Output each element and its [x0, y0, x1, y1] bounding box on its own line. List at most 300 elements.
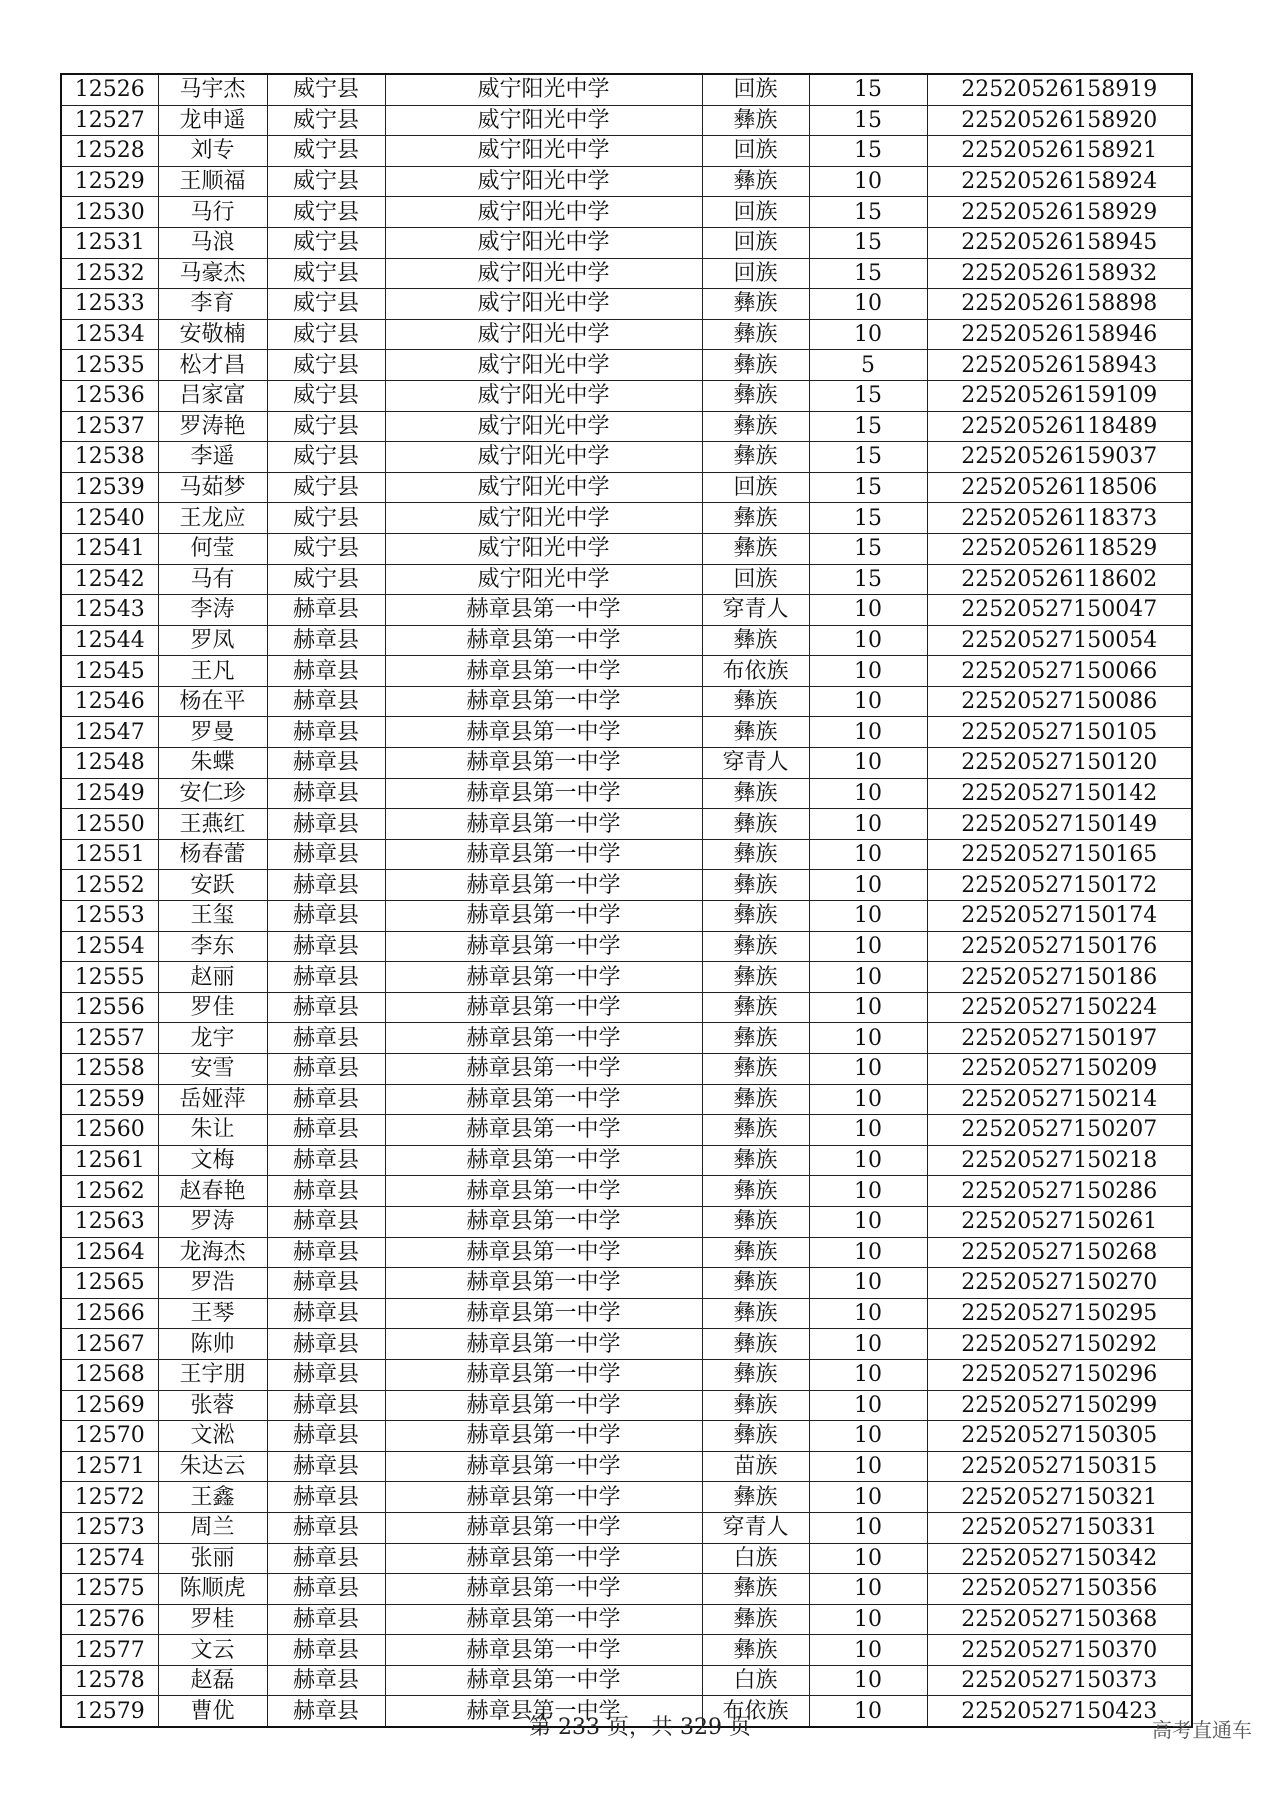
- cell-student-name: 安雪: [158, 1054, 267, 1085]
- cell-exam-id: 22520527150299: [927, 1390, 1192, 1421]
- table-row: [61, 839, 1192, 870]
- cell-ethnicity: 穿青人: [702, 595, 809, 626]
- cell-student-name: 陈帅: [158, 1329, 267, 1360]
- cell-bonus-points: 10: [809, 686, 927, 717]
- cell-school: 威宁阳光中学: [385, 442, 702, 473]
- cell-ethnicity: 彝族: [702, 870, 809, 901]
- cell-student-name: 王鑫: [158, 1482, 267, 1513]
- cell-row-number: 12533: [61, 289, 158, 320]
- cell-ethnicity: 彝族: [702, 1298, 809, 1329]
- cell-bonus-points: 10: [809, 166, 927, 197]
- cell-county: 赫章县: [267, 1604, 385, 1635]
- cell-ethnicity: 彝族: [702, 1115, 809, 1146]
- cell-exam-id: 22520527150214: [927, 1084, 1192, 1115]
- cell-row-number: 12529: [61, 166, 158, 197]
- cell-student-name: 罗曼: [158, 717, 267, 748]
- cell-row-number: 12567: [61, 1329, 158, 1360]
- cell-exam-id: 22520527150296: [927, 1359, 1192, 1390]
- cell-ethnicity: 彝族: [702, 1206, 809, 1237]
- cell-school: 赫章县第一中学: [385, 1115, 702, 1146]
- cell-student-name: 文云: [158, 1635, 267, 1666]
- cell-county: 赫章县: [267, 1635, 385, 1666]
- table-row: [61, 1084, 1192, 1115]
- cell-row-number: 12527: [61, 105, 158, 136]
- cell-bonus-points: 15: [809, 411, 927, 442]
- cell-county: 赫章县: [267, 1696, 385, 1727]
- cell-county: 赫章县: [267, 1145, 385, 1176]
- cell-county: 威宁县: [267, 289, 385, 320]
- cell-row-number: 12542: [61, 564, 158, 595]
- page-number: 第 233 页，共 329 页: [529, 1715, 751, 1740]
- table-row: [61, 105, 1192, 136]
- table-row: [61, 992, 1192, 1023]
- cell-row-number: 12532: [61, 258, 158, 289]
- cell-bonus-points: 15: [809, 564, 927, 595]
- cell-exam-id: 22520527150292: [927, 1329, 1192, 1360]
- table-row: [61, 1421, 1192, 1452]
- cell-exam-id: 22520526158920: [927, 105, 1192, 136]
- cell-row-number: 12544: [61, 625, 158, 656]
- cell-row-number: 12543: [61, 595, 158, 626]
- cell-school: 赫章县第一中学: [385, 1237, 702, 1268]
- table-row: [61, 1176, 1192, 1207]
- table-row: [61, 472, 1192, 503]
- cell-school: 赫章县第一中学: [385, 1482, 702, 1513]
- table-row: [61, 1512, 1192, 1543]
- cell-school: 威宁阳光中学: [385, 227, 702, 258]
- cell-student-name: 刘专: [158, 136, 267, 167]
- cell-exam-id: 22520527150086: [927, 686, 1192, 717]
- cell-student-name: 龙宇: [158, 1023, 267, 1054]
- cell-row-number: 12541: [61, 533, 158, 564]
- cell-county: 赫章县: [267, 686, 385, 717]
- cell-bonus-points: 10: [809, 1145, 927, 1176]
- cell-exam-id: 22520527150315: [927, 1451, 1192, 1482]
- cell-school: 赫章县第一中学: [385, 1145, 702, 1176]
- cell-bonus-points: 15: [809, 227, 927, 258]
- cell-school: 威宁阳光中学: [385, 503, 702, 534]
- cell-bonus-points: 10: [809, 1206, 927, 1237]
- cell-county: 赫章县: [267, 870, 385, 901]
- cell-student-name: 朱让: [158, 1115, 267, 1146]
- cell-ethnicity: 彝族: [702, 166, 809, 197]
- cell-student-name: 李东: [158, 931, 267, 962]
- cell-county: 赫章县: [267, 931, 385, 962]
- cell-bonus-points: 10: [809, 1054, 927, 1085]
- cell-school: 赫章县第一中学: [385, 1604, 702, 1635]
- cell-ethnicity: 回族: [702, 136, 809, 167]
- cell-exam-id: 22520527150368: [927, 1604, 1192, 1635]
- cell-row-number: 12560: [61, 1115, 158, 1146]
- cell-ethnicity: 彝族: [702, 411, 809, 442]
- cell-school: 赫章县第一中学: [385, 901, 702, 932]
- cell-row-number: 12574: [61, 1543, 158, 1574]
- cell-ethnicity: 彝族: [702, 1176, 809, 1207]
- cell-ethnicity: 回族: [702, 227, 809, 258]
- cell-exam-id: 22520527150176: [927, 931, 1192, 962]
- cell-bonus-points: 10: [809, 1237, 927, 1268]
- cell-row-number: 12552: [61, 870, 158, 901]
- cell-county: 威宁县: [267, 258, 385, 289]
- table-row: [61, 1482, 1192, 1513]
- cell-school: 赫章县第一中学: [385, 1359, 702, 1390]
- cell-bonus-points: 10: [809, 992, 927, 1023]
- cell-school: 赫章县第一中学: [385, 1054, 702, 1085]
- cell-ethnicity: 彝族: [702, 533, 809, 564]
- cell-row-number: 12553: [61, 901, 158, 932]
- cell-bonus-points: 10: [809, 1604, 927, 1635]
- cell-exam-id: 22520526158919: [927, 74, 1192, 105]
- cell-exam-id: 22520527150066: [927, 656, 1192, 687]
- cell-row-number: 12551: [61, 839, 158, 870]
- cell-student-name: 王凡: [158, 656, 267, 687]
- cell-row-number: 12576: [61, 1604, 158, 1635]
- cell-row-number: 12526: [61, 74, 158, 105]
- cell-ethnicity: 彝族: [702, 901, 809, 932]
- cell-bonus-points: 10: [809, 1451, 927, 1482]
- cell-ethnicity: 彝族: [702, 1390, 809, 1421]
- cell-bonus-points: 10: [809, 1512, 927, 1543]
- cell-exam-id: 22520527150268: [927, 1237, 1192, 1268]
- cell-bonus-points: 10: [809, 1115, 927, 1146]
- cell-bonus-points: 15: [809, 74, 927, 105]
- cell-county: 赫章县: [267, 717, 385, 748]
- table-row: [61, 136, 1192, 167]
- cell-exam-id: 22520526158921: [927, 136, 1192, 167]
- cell-student-name: 王琴: [158, 1298, 267, 1329]
- cell-exam-id: 22520527150370: [927, 1635, 1192, 1666]
- cell-school: 威宁阳光中学: [385, 74, 702, 105]
- cell-row-number: 12558: [61, 1054, 158, 1085]
- cell-county: 赫章县: [267, 809, 385, 840]
- table-row: [61, 1543, 1192, 1574]
- table-row: [61, 625, 1192, 656]
- cell-bonus-points: 10: [809, 1665, 927, 1696]
- cell-bonus-points: 15: [809, 380, 927, 411]
- cell-school: 威宁阳光中学: [385, 350, 702, 381]
- cell-school: 赫章县第一中学: [385, 625, 702, 656]
- cell-county: 赫章县: [267, 1268, 385, 1299]
- cell-row-number: 12540: [61, 503, 158, 534]
- table-row: [61, 1574, 1192, 1605]
- cell-student-name: 王玺: [158, 901, 267, 932]
- cell-school: 威宁阳光中学: [385, 136, 702, 167]
- cell-student-name: 朱达云: [158, 1451, 267, 1482]
- table-row: [61, 289, 1192, 320]
- cell-ethnicity: 彝族: [702, 442, 809, 473]
- cell-bonus-points: 10: [809, 625, 927, 656]
- cell-row-number: 12547: [61, 717, 158, 748]
- table-row: [61, 197, 1192, 228]
- cell-ethnicity: 彝族: [702, 1023, 809, 1054]
- cell-row-number: 12538: [61, 442, 158, 473]
- cell-school: 赫章县第一中学: [385, 778, 702, 809]
- cell-row-number: 12562: [61, 1176, 158, 1207]
- table-row: [61, 503, 1192, 534]
- cell-school: 赫章县第一中学: [385, 1574, 702, 1605]
- cell-exam-id: 22520526118489: [927, 411, 1192, 442]
- cell-bonus-points: 10: [809, 1421, 927, 1452]
- cell-bonus-points: 10: [809, 1574, 927, 1605]
- cell-school: 赫章县第一中学: [385, 962, 702, 993]
- cell-exam-id: 22520527150342: [927, 1543, 1192, 1574]
- cell-county: 赫章县: [267, 1543, 385, 1574]
- cell-student-name: 赵磊: [158, 1665, 267, 1696]
- cell-exam-id: 22520527150120: [927, 748, 1192, 779]
- table-row: [61, 870, 1192, 901]
- cell-county: 威宁县: [267, 197, 385, 228]
- cell-school: 威宁阳光中学: [385, 197, 702, 228]
- cell-county: 赫章县: [267, 1176, 385, 1207]
- cell-bonus-points: 10: [809, 595, 927, 626]
- cell-school: 赫章县第一中学: [385, 1390, 702, 1421]
- cell-school: 赫章县第一中学: [385, 1665, 702, 1696]
- cell-bonus-points: 10: [809, 319, 927, 350]
- cell-student-name: 马行: [158, 197, 267, 228]
- cell-school: 赫章县第一中学: [385, 717, 702, 748]
- table-row: [61, 595, 1192, 626]
- cell-exam-id: 22520527150356: [927, 1574, 1192, 1605]
- cell-ethnicity: 回族: [702, 74, 809, 105]
- cell-student-name: 赵丽: [158, 962, 267, 993]
- cell-row-number: 12550: [61, 809, 158, 840]
- cell-ethnicity: 彝族: [702, 1054, 809, 1085]
- cell-student-name: 罗桂: [158, 1604, 267, 1635]
- cell-county: 赫章县: [267, 778, 385, 809]
- cell-school: 赫章县第一中学: [385, 839, 702, 870]
- cell-row-number: 12570: [61, 1421, 158, 1452]
- cell-school: 赫章县第一中学: [385, 1543, 702, 1574]
- table-row: [61, 962, 1192, 993]
- table-row: [61, 411, 1192, 442]
- cell-ethnicity: 彝族: [702, 1359, 809, 1390]
- cell-county: 赫章县: [267, 595, 385, 626]
- cell-county: 赫章县: [267, 1298, 385, 1329]
- cell-county: 威宁县: [267, 503, 385, 534]
- cell-exam-id: 22520527150172: [927, 870, 1192, 901]
- cell-bonus-points: 10: [809, 1390, 927, 1421]
- cell-exam-id: 22520526158943: [927, 350, 1192, 381]
- cell-row-number: 12579: [61, 1696, 158, 1727]
- table-row: [61, 656, 1192, 687]
- cell-bonus-points: 10: [809, 1084, 927, 1115]
- cell-bonus-points: 10: [809, 839, 927, 870]
- cell-exam-id: 22520526158929: [927, 197, 1192, 228]
- table-row: [61, 1359, 1192, 1390]
- table-row: [61, 1329, 1192, 1360]
- cell-student-name: 罗涛艳: [158, 411, 267, 442]
- cell-exam-id: 22520526158945: [927, 227, 1192, 258]
- cell-row-number: 12557: [61, 1023, 158, 1054]
- cell-row-number: 12545: [61, 656, 158, 687]
- cell-county: 赫章县: [267, 1237, 385, 1268]
- cell-school: 威宁阳光中学: [385, 166, 702, 197]
- cell-row-number: 12575: [61, 1574, 158, 1605]
- table-row: [61, 748, 1192, 779]
- cell-school: 赫章县第一中学: [385, 931, 702, 962]
- cell-row-number: 12531: [61, 227, 158, 258]
- cell-exam-id: 22520527150286: [927, 1176, 1192, 1207]
- roster-table-wrapper: [60, 73, 1191, 1728]
- cell-exam-id: 22520527150270: [927, 1268, 1192, 1299]
- cell-ethnicity: 苗族: [702, 1451, 809, 1482]
- cell-county: 威宁县: [267, 533, 385, 564]
- cell-exam-id: 22520527150186: [927, 962, 1192, 993]
- cell-student-name: 赵春艳: [158, 1176, 267, 1207]
- table-row: [61, 809, 1192, 840]
- cell-school: 赫章县第一中学: [385, 1084, 702, 1115]
- table-row: [61, 166, 1192, 197]
- cell-county: 威宁县: [267, 350, 385, 381]
- cell-student-name: 陈顺虎: [158, 1574, 267, 1605]
- cell-ethnicity: 布依族: [702, 1696, 809, 1727]
- cell-row-number: 12539: [61, 472, 158, 503]
- cell-bonus-points: 15: [809, 197, 927, 228]
- cell-student-name: 龙申遥: [158, 105, 267, 136]
- cell-county: 威宁县: [267, 166, 385, 197]
- cell-exam-id: 22520527150373: [927, 1665, 1192, 1696]
- cell-student-name: 马茹梦: [158, 472, 267, 503]
- cell-student-name: 朱蝶: [158, 748, 267, 779]
- cell-exam-id: 22520527150423: [927, 1696, 1192, 1727]
- table-row: [61, 258, 1192, 289]
- table-row: [61, 1237, 1192, 1268]
- cell-row-number: 12563: [61, 1206, 158, 1237]
- cell-school: 威宁阳光中学: [385, 258, 702, 289]
- table-row: [61, 227, 1192, 258]
- cell-county: 威宁县: [267, 227, 385, 258]
- cell-row-number: 12535: [61, 350, 158, 381]
- cell-student-name: 张丽: [158, 1543, 267, 1574]
- cell-row-number: 12534: [61, 319, 158, 350]
- cell-ethnicity: 彝族: [702, 625, 809, 656]
- cell-exam-id: 22520527150224: [927, 992, 1192, 1023]
- cell-bonus-points: 15: [809, 442, 927, 473]
- cell-bonus-points: 10: [809, 1543, 927, 1574]
- cell-row-number: 12548: [61, 748, 158, 779]
- table-row: [61, 1390, 1192, 1421]
- cell-bonus-points: 10: [809, 717, 927, 748]
- table-row: [61, 564, 1192, 595]
- cell-exam-id: 22520527150209: [927, 1054, 1192, 1085]
- cell-row-number: 12568: [61, 1359, 158, 1390]
- cell-ethnicity: 彝族: [702, 319, 809, 350]
- cell-bonus-points: 10: [809, 748, 927, 779]
- cell-ethnicity: 彝族: [702, 1604, 809, 1635]
- cell-school: 赫章县第一中学: [385, 1329, 702, 1360]
- cell-school: 威宁阳光中学: [385, 380, 702, 411]
- cell-student-name: 马有: [158, 564, 267, 595]
- cell-bonus-points: 10: [809, 1359, 927, 1390]
- table-row: [61, 442, 1192, 473]
- cell-county: 威宁县: [267, 442, 385, 473]
- cell-county: 赫章县: [267, 839, 385, 870]
- table-row: [61, 1115, 1192, 1146]
- cell-student-name: 王龙应: [158, 503, 267, 534]
- cell-student-name: 马豪杰: [158, 258, 267, 289]
- table-row: [61, 1268, 1192, 1299]
- cell-bonus-points: 5: [809, 350, 927, 381]
- cell-bonus-points: 10: [809, 1268, 927, 1299]
- cell-county: 威宁县: [267, 105, 385, 136]
- cell-county: 威宁县: [267, 564, 385, 595]
- cell-bonus-points: 10: [809, 931, 927, 962]
- cell-ethnicity: 彝族: [702, 1635, 809, 1666]
- table-row: [61, 1054, 1192, 1085]
- cell-student-name: 马浪: [158, 227, 267, 258]
- cell-ethnicity: 彝族: [702, 350, 809, 381]
- cell-ethnicity: 彝族: [702, 962, 809, 993]
- cell-school: 威宁阳光中学: [385, 533, 702, 564]
- roster-table-body: [61, 74, 1192, 1727]
- cell-student-name: 李涛: [158, 595, 267, 626]
- cell-county: 赫章县: [267, 656, 385, 687]
- cell-ethnicity: 彝族: [702, 717, 809, 748]
- cell-ethnicity: 彝族: [702, 686, 809, 717]
- cell-row-number: 12530: [61, 197, 158, 228]
- table-row: [61, 319, 1192, 350]
- cell-county: 赫章县: [267, 1421, 385, 1452]
- table-row: [61, 931, 1192, 962]
- cell-county: 赫章县: [267, 992, 385, 1023]
- cell-school: 赫章县第一中学: [385, 1268, 702, 1299]
- cell-row-number: 12578: [61, 1665, 158, 1696]
- cell-row-number: 12528: [61, 136, 158, 167]
- cell-school: 威宁阳光中学: [385, 564, 702, 595]
- cell-ethnicity: 彝族: [702, 503, 809, 534]
- cell-ethnicity: 彝族: [702, 1084, 809, 1115]
- cell-school: 赫章县第一中学: [385, 1176, 702, 1207]
- cell-county: 赫章县: [267, 1359, 385, 1390]
- cell-ethnicity: 彝族: [702, 380, 809, 411]
- cell-exam-id: 22520527150295: [927, 1298, 1192, 1329]
- cell-student-name: 王燕红: [158, 809, 267, 840]
- roster-table: [60, 73, 1193, 1728]
- cell-row-number: 12536: [61, 380, 158, 411]
- cell-row-number: 12564: [61, 1237, 158, 1268]
- cell-ethnicity: 回族: [702, 472, 809, 503]
- cell-bonus-points: 15: [809, 533, 927, 564]
- cell-bonus-points: 10: [809, 1696, 927, 1727]
- cell-student-name: 安仁珍: [158, 778, 267, 809]
- cell-exam-id: 22520527150149: [927, 809, 1192, 840]
- cell-bonus-points: 10: [809, 901, 927, 932]
- table-row: [61, 1665, 1192, 1696]
- cell-ethnicity: 彝族: [702, 778, 809, 809]
- cell-county: 赫章县: [267, 625, 385, 656]
- cell-exam-id: 22520526158924: [927, 166, 1192, 197]
- cell-exam-id: 22520526118602: [927, 564, 1192, 595]
- cell-ethnicity: 回族: [702, 258, 809, 289]
- cell-ethnicity: 彝族: [702, 1145, 809, 1176]
- cell-ethnicity: 彝族: [702, 1574, 809, 1605]
- cell-student-name: 周兰: [158, 1512, 267, 1543]
- cell-student-name: 张蓉: [158, 1390, 267, 1421]
- cell-bonus-points: 15: [809, 136, 927, 167]
- cell-county: 赫章县: [267, 1390, 385, 1421]
- cell-bonus-points: 10: [809, 656, 927, 687]
- cell-school: 赫章县第一中学: [385, 656, 702, 687]
- cell-county: 赫章县: [267, 962, 385, 993]
- cell-school: 赫章县第一中学: [385, 1696, 702, 1727]
- cell-ethnicity: 彝族: [702, 931, 809, 962]
- cell-exam-id: 22520527150105: [927, 717, 1192, 748]
- cell-bonus-points: 10: [809, 962, 927, 993]
- cell-row-number: 12573: [61, 1512, 158, 1543]
- cell-bonus-points: 10: [809, 1298, 927, 1329]
- cell-ethnicity: 彝族: [702, 105, 809, 136]
- cell-ethnicity: 彝族: [702, 1482, 809, 1513]
